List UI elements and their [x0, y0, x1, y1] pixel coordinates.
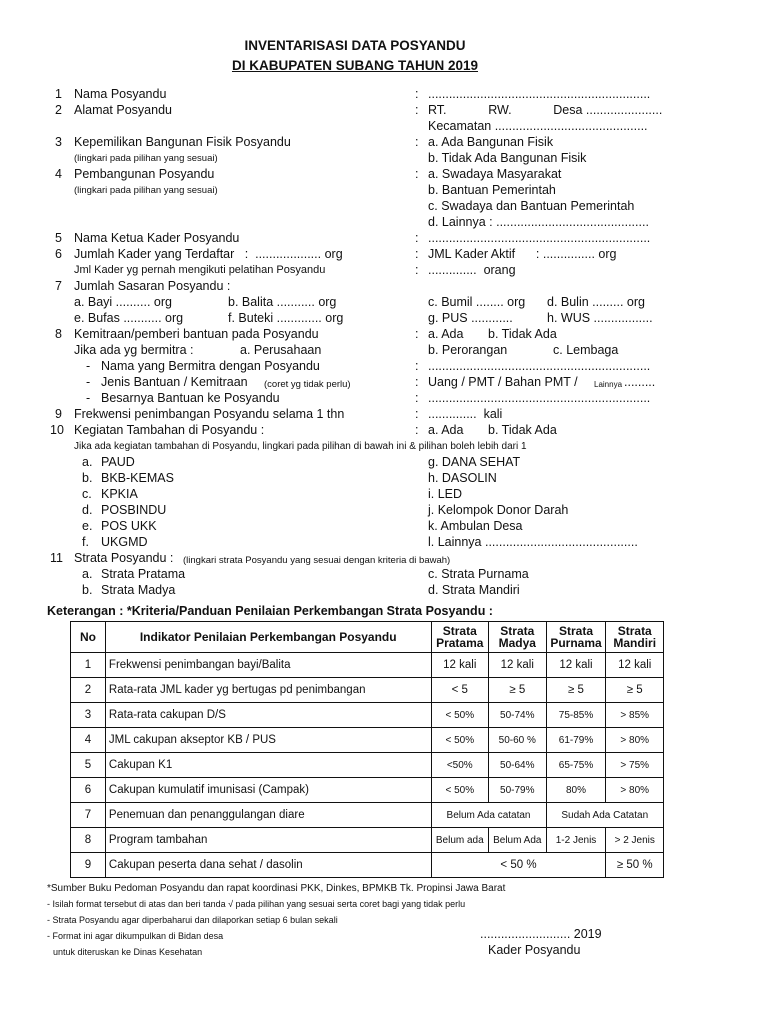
- cell-purnama: 80%: [546, 778, 606, 803]
- q7-number: 7: [55, 279, 62, 293]
- cell-indicator: Cakupan kumulatif imunisasi (Campak): [105, 778, 431, 803]
- header-purnama: Strata Purnama: [546, 622, 606, 653]
- q8-item3-value: ................................................................: [428, 391, 651, 405]
- cell-mandiri: > 75%: [606, 753, 664, 778]
- q3-colon: :: [415, 135, 419, 149]
- q11-letter-b: b.: [82, 583, 93, 597]
- cell-purnama: 65-75%: [546, 753, 606, 778]
- q2-colon: :: [415, 103, 419, 117]
- q10-item-letter: c.: [82, 487, 92, 501]
- footnote-instruction: - Isilah format tersebut di atas dan beri tanda √ pada pilihan yang sesuai serta coret bagi yang tidak perlu: [47, 899, 466, 909]
- q11-option-mandiri[interactable]: d. Strata Mandiri: [428, 583, 520, 597]
- q10-item-pos-ukk[interactable]: POS UKK: [101, 519, 157, 533]
- cell-madya: 50-60 %: [489, 728, 547, 753]
- cell-indicator: JML cakupan akseptor KB / PUS: [105, 728, 431, 753]
- q8-item2-value: Uang / PMT / Bahan PMT /: [428, 375, 578, 389]
- q6-active-kader: JML Kader Aktif : ............... org: [428, 247, 617, 261]
- q2-number: 2: [55, 103, 62, 117]
- q10-item-kpkia[interactable]: KPKIA: [101, 487, 138, 501]
- cell-madya: ≥ 5: [489, 678, 547, 703]
- header-no: No: [71, 622, 106, 653]
- keterangan-heading: Keterangan : *Kriteria/Panduan Penilaian Perkembangan Strata Posyandu :: [47, 604, 493, 618]
- cell-no: 4: [71, 728, 106, 753]
- q10-item-dasolin[interactable]: h. DASOLIN: [428, 471, 497, 485]
- q10-item-bkb-kemas[interactable]: BKB-KEMAS: [101, 471, 174, 485]
- table-row: [71, 728, 664, 753]
- cell-mandiri: > 2 Jenis: [606, 828, 664, 853]
- q10-item-letter: f.: [82, 535, 89, 549]
- table-row: [71, 778, 664, 803]
- cell-madya: 50-64%: [489, 753, 547, 778]
- q6-trained-colon: :: [415, 263, 419, 277]
- q2-address-line: RT. RW. Desa ......................: [428, 103, 663, 117]
- cell-madya: 50-74%: [489, 703, 547, 728]
- q4-label: Pembangunan Posyandu: [74, 167, 215, 181]
- q4-option-b[interactable]: b. Bantuan Pemerintah: [428, 183, 556, 197]
- cell-indicator: Cakupan peserta dana sehat / dasolin: [105, 853, 431, 878]
- q10-item-led[interactable]: i. LED: [428, 487, 463, 501]
- table-row: [71, 828, 664, 853]
- cell-pratama: < 5: [431, 678, 489, 703]
- cell-indicator: Rata-rata JML kader yg bertugas pd penimbangan: [105, 678, 431, 703]
- q7-pus: g. PUS ............: [428, 311, 513, 325]
- q10-option-ada[interactable]: a. Ada: [428, 423, 464, 437]
- q10-item-lainnya[interactable]: l. Lainnya ............................................: [428, 535, 638, 549]
- q4-note: (lingkari pada pilihan yang sesuai): [74, 185, 218, 196]
- q7-bumil: c. Bumil ........ org: [428, 295, 526, 309]
- cell-purnama: 75-85%: [546, 703, 606, 728]
- q11-option-purnama[interactable]: c. Strata Purnama: [428, 567, 529, 581]
- q4-option-a[interactable]: a. Swadaya Masyarakat: [428, 167, 562, 181]
- cell-purnama-mandiri: Sudah Ada Catatan: [546, 803, 663, 828]
- q7-balita: b. Balita ........... org: [228, 295, 337, 309]
- q8-colon: :: [415, 327, 419, 341]
- cell-mandiri: ≥ 5: [606, 678, 664, 703]
- q10-item-letter: e.: [82, 519, 93, 533]
- q10-number: 10: [50, 423, 64, 437]
- q8-option-lembaga[interactable]: c. Lembaga: [553, 343, 619, 357]
- q8-label: Kemitraan/pemberi bantuan pada Posyandu: [74, 327, 319, 341]
- cell-indicator: Penemuan dan penanggulangan diare: [105, 803, 431, 828]
- q11-option-madya[interactable]: Strata Madya: [101, 583, 176, 597]
- q5-label: Nama Ketua Kader Posyandu: [74, 231, 240, 245]
- cell-indicator: Program tambahan: [105, 828, 431, 853]
- q2-kecamatan-line: Kecamatan ............................................: [428, 119, 648, 133]
- q5-value: ................................................................: [428, 231, 651, 245]
- q8-item1-value: ................................................................: [428, 359, 651, 373]
- q8-item-aid-amount: Besarnya Bantuan ke Posyandu: [101, 391, 280, 405]
- cell-madya: 50-79%: [489, 778, 547, 803]
- q1-label: Nama Posyandu: [74, 87, 167, 101]
- table-row: [71, 703, 664, 728]
- header-indicator: Indikator Penilaian Perkembangan Posyandu: [105, 622, 431, 653]
- table-row: [71, 803, 664, 828]
- cell-no: 2: [71, 678, 106, 703]
- cell-mandiri: > 85%: [606, 703, 664, 728]
- document-title: INVENTARISASI DATA POSYANDU: [244, 38, 466, 53]
- header-madya: Strata Madya: [489, 622, 547, 653]
- q10-item-donor-darah[interactable]: j. Kelompok Donor Darah: [428, 503, 569, 517]
- q10-item-ambulan-desa[interactable]: k. Ambulan Desa: [428, 519, 523, 533]
- cell-no: 5: [71, 753, 106, 778]
- q9-colon: :: [415, 407, 419, 421]
- q4-option-d[interactable]: d. Lainnya : ............................................: [428, 215, 649, 229]
- q8-bullet-3: -: [86, 391, 91, 405]
- cell-indicator: Rata-rata cakupan D/S: [105, 703, 431, 728]
- q11-note: (lingkari strata Posyandu yang sesuai dengan kriteria di bawah): [183, 555, 451, 566]
- cell-pratama: < 50%: [431, 728, 489, 753]
- q6-label: Jumlah Kader yang Terdaftar : ................... org: [74, 247, 343, 261]
- cell-no: 9: [71, 853, 106, 878]
- q4-option-c[interactable]: c. Swadaya dan Bantuan Pemerintah: [428, 199, 635, 213]
- q8-number: 8: [55, 327, 62, 341]
- q6-colon: :: [415, 247, 419, 261]
- q7-bufas: e. Bufas ........... org: [74, 311, 184, 325]
- q8-sub-label: Jika ada yg bermitra :: [74, 343, 194, 357]
- q5-colon: :: [415, 231, 419, 245]
- footnote-submit: - Format ini agar dikumpulkan di Bidan desa: [47, 931, 224, 941]
- q11-number: 11: [50, 551, 63, 565]
- q10-item-letter: d.: [82, 503, 93, 517]
- q8-bullet-1: -: [86, 359, 91, 373]
- cell-pratama: < 50%: [431, 778, 489, 803]
- cell-indicator: Frekwensi penimbangan bayi/Balita: [105, 653, 431, 678]
- q2-label: Alamat Posyandu: [74, 103, 172, 117]
- signature-date: .......................... 2019: [480, 927, 602, 941]
- q9-label: Frekwensi penimbangan Posyandu selama 1 thn: [74, 407, 345, 421]
- q10-item-letter: a.: [82, 455, 93, 469]
- cell-no: 6: [71, 778, 106, 803]
- q1-number: 1: [55, 87, 62, 101]
- cell-madya: Belum Ada: [489, 828, 547, 853]
- cell-madya: 12 kali: [489, 653, 547, 678]
- q3-label: Kepemilikan Bangunan Fisik Posyandu: [74, 135, 291, 149]
- q1-colon: :: [415, 87, 419, 101]
- table-header-row: [71, 622, 664, 653]
- cell-no: 3: [71, 703, 106, 728]
- footnote-forward: untuk diteruskan ke Dinas Kesehatan: [53, 947, 203, 957]
- header-mandiri: Strata Mandiri: [606, 622, 664, 653]
- footnote-source: *Sumber Buku Pedoman Posyandu dan rapat koordinasi PKK, Dinkes, BPMKB Tk. Propinsi Jawa Barat: [47, 883, 506, 894]
- q8-option-perusahaan[interactable]: a. Perusahaan: [240, 343, 322, 357]
- q8-option-perorangan[interactable]: b. Perorangan: [428, 343, 508, 357]
- cell-pratama: <50%: [431, 753, 489, 778]
- q10-item-posbindu[interactable]: POSBINDU: [101, 503, 167, 517]
- q8-item2-colon: :: [415, 375, 419, 389]
- q7-bulin: d. Bulin ......... org: [547, 295, 645, 309]
- cell-pratama: Belum ada: [431, 828, 489, 853]
- cell-pratama-madya: Belum Ada catatan: [431, 803, 546, 828]
- q10-note: Jika ada kegiatan tambahan di Posyandu, lingkari pada pilihan di bawah ini & pilihan boleh lebih dari 1: [74, 441, 527, 452]
- q7-buteki: f. Buteki ............. org: [228, 311, 344, 325]
- q3-number: 3: [55, 135, 62, 149]
- q7-wus: h. WUS .................: [547, 311, 653, 325]
- q9-value: .............. kali: [428, 407, 503, 421]
- q11-option-pratama[interactable]: Strata Pratama: [101, 567, 186, 581]
- q8-item2-dots: .........: [624, 375, 656, 389]
- q8-item-aid-type: Jenis Bantuan / Kemitraan: [101, 375, 248, 389]
- q3-option-b[interactable]: b. Tidak Ada Bangunan Fisik: [428, 151, 587, 165]
- q8-item-partner-name: Nama yang Bermitra dengan Posyandu: [101, 359, 320, 373]
- q3-note: (lingkari pada pilihan yang sesuai): [74, 153, 218, 164]
- q5-number: 5: [55, 231, 62, 245]
- cell-mandiri: > 80%: [606, 728, 664, 753]
- cell-mandiri: > 80%: [606, 778, 664, 803]
- q3-option-a[interactable]: a. Ada Bangunan Fisik: [428, 135, 554, 149]
- q4-number: 4: [55, 167, 62, 181]
- table-row: [71, 753, 664, 778]
- q10-label: Kegiatan Tambahan di Posyandu :: [74, 423, 265, 437]
- q8-option-ada[interactable]: a. Ada: [428, 327, 464, 341]
- q11-label: Strata Posyandu :: [74, 551, 174, 565]
- q6-number: 6: [55, 247, 62, 261]
- q4-colon: :: [415, 167, 419, 181]
- q10-option-tidak-ada[interactable]: b. Tidak Ada: [488, 423, 557, 437]
- table-row: [71, 653, 664, 678]
- cell-pratama-purnama: < 50 %: [431, 853, 606, 878]
- q10-item-dana-sehat[interactable]: g. DANA SEHAT: [428, 455, 521, 469]
- q11-letter-a: a.: [82, 567, 93, 581]
- cell-no: 8: [71, 828, 106, 853]
- document-subtitle: DI KABUPATEN SUBANG TAHUN 2019: [231, 58, 479, 73]
- q6-trained-value: .............. orang: [428, 263, 516, 277]
- cell-purnama: 1-2 Jenis: [546, 828, 606, 853]
- cell-no: 7: [71, 803, 106, 828]
- q8-bullet-2: -: [86, 375, 91, 389]
- q7-bayi: a. Bayi .......... org: [74, 295, 172, 309]
- table-row: [71, 853, 664, 878]
- q8-option-tidak-ada[interactable]: b. Tidak Ada: [488, 327, 557, 341]
- footnote-update: - Strata Posyandu agar diperbaharui dan dilaporkan setiap 6 bulan sekali: [47, 915, 338, 925]
- q10-colon: :: [415, 423, 419, 437]
- q8-item3-colon: :: [415, 391, 419, 405]
- cell-pratama: < 50%: [431, 703, 489, 728]
- table-row: [71, 678, 664, 703]
- cell-purnama: ≥ 5: [546, 678, 606, 703]
- q8-item2-lainnya: Lainnya: [594, 380, 623, 389]
- cell-mandiri: ≥ 50 %: [606, 853, 664, 878]
- cell-pratama: 12 kali: [431, 653, 489, 678]
- cell-indicator: Cakupan K1: [105, 753, 431, 778]
- q7-label: Jumlah Sasaran Posyandu :: [74, 279, 231, 293]
- cell-purnama: 61-79%: [546, 728, 606, 753]
- signature-role: Kader Posyandu: [488, 943, 581, 957]
- q10-item-letter: b.: [82, 471, 93, 485]
- q10-item-ukgmd[interactable]: UKGMD: [101, 535, 148, 549]
- q8-item-aid-type-note: (coret yg tidak perlu): [264, 379, 351, 390]
- cell-no: 1: [71, 653, 106, 678]
- cell-purnama: 12 kali: [546, 653, 606, 678]
- q6-trained-label: Jml Kader yg pernah mengikuti pelatihan Posyandu: [74, 264, 326, 276]
- q10-item-paud[interactable]: PAUD: [101, 455, 135, 469]
- q9-number: 9: [55, 407, 62, 421]
- q8-item1-colon: :: [415, 359, 419, 373]
- header-pratama: Strata Pratama: [431, 622, 489, 653]
- cell-mandiri: 12 kali: [606, 653, 664, 678]
- criteria-table: [70, 621, 664, 878]
- q1-value: ................................................................: [428, 87, 651, 101]
